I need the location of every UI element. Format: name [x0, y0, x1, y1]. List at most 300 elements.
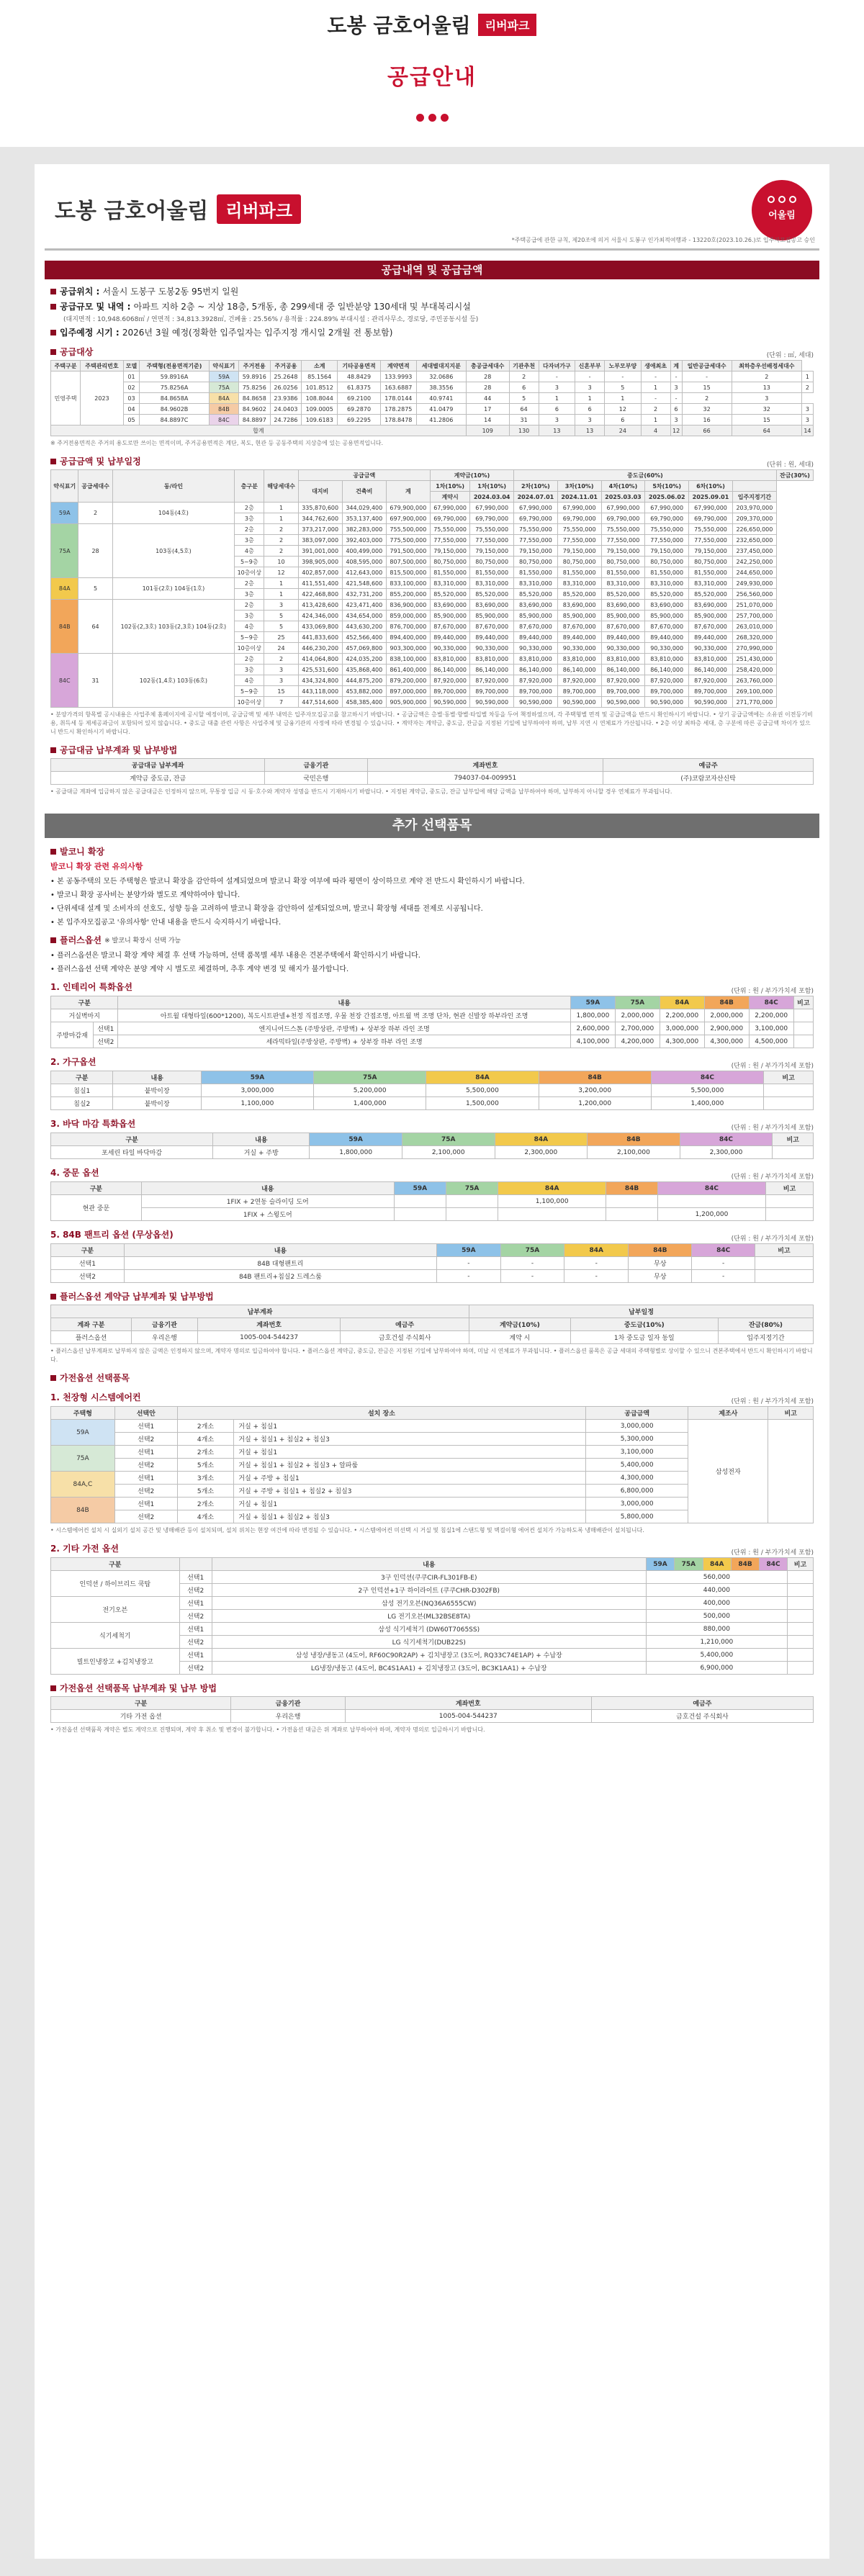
price-cell: 83,810,000 [430, 654, 469, 665]
table-row [51, 1331, 814, 1344]
price-cell: 432,731,200 [342, 589, 386, 600]
price-cell: 452,566,400 [342, 632, 386, 643]
price-cell: 75,550,000 [645, 524, 689, 535]
price-cell: 414,064,800 [298, 654, 342, 665]
option-group: 선택2 [51, 1270, 125, 1283]
option-price: 1,200,000 [658, 1208, 766, 1221]
table-cell: 40.9741 [416, 393, 466, 404]
price-cell: 83,810,000 [514, 654, 558, 665]
option-price: - [692, 1257, 755, 1270]
total-cell: 24 [605, 425, 641, 436]
option-desc: 1FIX + 2연동 슬라이딩 도어 [141, 1195, 394, 1208]
option-group: 거실벽마지 [51, 1009, 118, 1022]
floor: 2층 [235, 578, 264, 589]
table-header: 비고 [768, 1407, 814, 1420]
price-cell: 226,650,000 [732, 524, 776, 535]
supply-count: 5 [78, 578, 112, 600]
option-price: 1,500,000 [426, 1097, 539, 1110]
price-cell: 271,770,000 [732, 697, 776, 708]
table-header: 2차(10%) [514, 481, 558, 492]
note [768, 1420, 814, 1523]
table-header: 중도금(10%) [570, 1318, 718, 1331]
price-cell: 87,920,000 [557, 675, 601, 686]
table-header: 84C [658, 1182, 766, 1195]
unit-count: 1 [264, 503, 298, 513]
price-cell: 87,670,000 [514, 621, 558, 632]
price-cell: 85,900,000 [470, 611, 514, 621]
price-cell: 446,230,200 [298, 643, 342, 654]
table-cell: 178.2875 [380, 404, 416, 415]
place: 거실 + 주방 + 침실1 [234, 1472, 586, 1485]
table-row [51, 371, 814, 382]
price-cell: 81,550,000 [689, 567, 733, 578]
table-header: 84C [651, 1071, 763, 1084]
option-price: 2,200,000 [749, 1009, 793, 1022]
price-cell: 69,790,000 [601, 513, 645, 524]
table-header: 2024.11.01 [557, 492, 601, 503]
supply-info [50, 285, 814, 338]
price-cell: 85,900,000 [557, 611, 601, 621]
table-cell: - [670, 393, 682, 404]
price-cell: 353,137,400 [342, 513, 386, 524]
option-price: 무상 [629, 1257, 692, 1270]
option-price: 무상 [629, 1270, 692, 1283]
price-cell: 270,990,000 [732, 643, 776, 654]
option-price: 2,900,000 [704, 1022, 749, 1035]
table-row [51, 1571, 814, 1584]
sheet-header [45, 171, 819, 251]
model: 04 [123, 404, 139, 415]
price-cell: 75,550,000 [601, 524, 645, 535]
table-header [732, 481, 776, 492]
abbr: 84B [51, 600, 78, 654]
price-cell: 86,140,000 [601, 665, 645, 675]
bullet-icon [50, 304, 56, 310]
table-header: 75A [402, 1133, 495, 1146]
abbr: 59A [209, 371, 238, 382]
price-cell: 79,150,000 [470, 546, 514, 557]
table-header: 신혼부부 [575, 361, 605, 371]
supply-target-title: 공급대상 [50, 346, 814, 358]
price-cell: 859,000,000 [386, 611, 430, 621]
info-text: 아파트 지하 2층 ~ 지상 18층, 5개동, 총 299세대 중 일반분양 130세대 및 부대복리시설 [133, 302, 471, 312]
table-header: 구분 [51, 1182, 142, 1195]
option-price: 4,100,000 [570, 1035, 615, 1048]
table-cell: 101.8512 [302, 382, 338, 393]
option-group: 침실1 [51, 1084, 113, 1097]
table-row [51, 1146, 814, 1159]
table-cell: 69.2100 [338, 393, 381, 404]
price-cell: 85,520,000 [430, 589, 469, 600]
price-cell: 697,900,000 [386, 513, 430, 524]
option-group: 전기오븐 [51, 1597, 180, 1623]
option-desc: 3구 인덕션(쿠쿠CIR-FL301FB-E) [212, 1571, 646, 1584]
price-cell: 400,499,000 [342, 546, 386, 557]
price-notes: • 분양가격의 항목별 공시내용은 사업주체 홈페이지에 공시할 예정이며, 공급금액 및 세부 내역은 입주자모집공고를 참고하시기 바랍니다. • 공급금액은 층별·동별·향별·타입별 차등을 두어 책정하였으며, 각 주택형별 면적 및 공급금액을 반드시 확인하시기 바랍니다. • 상기 공급금액에는 소유권 이전등기비용, 취득세 등 제세공과금이 포함되어 있지 않습니다. • 중도금 대출 관련 사항은 사업주체 및 금융기관의 사정에 따라 변경될 수 있습니다. • 계약자는 계약금, 중도금, 잔금을 지정된 기일에 납부하여야 하며, 납부 지연 시 연체료가 가산됩니다. • 2층 이상 최하층 세대, 층 구분에 따른 공급금액 차이가 있으니 반드시 확인하시기 바랍니다. [50, 711, 813, 735]
unit-count: 24 [264, 643, 298, 654]
option-group: 인덕션 / 하이브리드 쿡탑 [51, 1571, 180, 1597]
table-header: 내용 [213, 1133, 310, 1146]
abbr: 75A [51, 524, 78, 578]
option-select: 선택1 [179, 1623, 212, 1636]
table-row [51, 382, 814, 393]
option-price: 1,100,000 [498, 1195, 606, 1208]
price-cell: 90,590,000 [514, 697, 558, 708]
option-price: 1,400,000 [651, 1097, 763, 1110]
table-cell: 2 [801, 382, 813, 393]
option-price: 4,500,000 [749, 1035, 793, 1048]
table-header: 84A [495, 1133, 588, 1146]
place-count: 4개소 [177, 1510, 234, 1523]
floor: 4층 [235, 621, 264, 632]
price-cell: 434,654,000 [342, 611, 386, 621]
dots-icon [0, 114, 864, 122]
table-header: 비고 [755, 1244, 813, 1257]
table-row [51, 654, 814, 665]
supply-footnote: ※ 주거전용면적은 주거의 용도로만 쓰이는 면적이며, 주거공용면적은 계단, 복도, 현관 등 공동주택의 지상층에 있는 공용면적입니다. [50, 440, 384, 446]
house-type: 84A,C [51, 1472, 115, 1498]
price-cell: 89,440,000 [689, 632, 733, 643]
price-cell: 86,140,000 [689, 665, 733, 675]
price-title: 공급금액 및 납부일정 [50, 455, 814, 467]
table-header: 총공급세대수 [466, 361, 509, 371]
table-header: 비고 [764, 1071, 814, 1084]
table-row [51, 1133, 814, 1146]
price-cell: 453,882,000 [342, 686, 386, 697]
price-cell: 89,700,000 [689, 686, 733, 697]
unit-count: 12 [264, 567, 298, 578]
price-cell: 69,790,000 [470, 513, 514, 524]
place: 거실 + 주방 + 침실1 + 침실2 + 침실3 [234, 1485, 586, 1498]
table-cell: 109.6183 [302, 415, 338, 425]
table-cell: 24.0403 [270, 404, 302, 415]
table-row [51, 503, 814, 513]
table-header: 구분 [51, 1558, 180, 1571]
option-note [764, 1084, 814, 1097]
account-table [50, 758, 814, 785]
table-cell: 금호건설 주식회사 [591, 1710, 813, 1723]
option-price: 3,100,000 [749, 1022, 793, 1035]
price-cell: 87,920,000 [514, 675, 558, 686]
option-note [787, 1623, 813, 1636]
table-header: 84B [606, 1182, 658, 1195]
price-cell: 855,200,000 [386, 589, 430, 600]
price-cell: 89,700,000 [514, 686, 558, 697]
opt4-table [50, 1181, 814, 1221]
house-type: 84B [51, 1498, 115, 1523]
table-header [179, 1558, 212, 1571]
price-cell: 90,590,000 [557, 697, 601, 708]
table-header: 금융기관 [131, 1318, 197, 1331]
option-price: 2,100,000 [402, 1146, 495, 1159]
price-cell: 209,370,000 [732, 513, 776, 524]
price-cell: 80,750,000 [430, 557, 469, 567]
price-cell: 77,550,000 [430, 535, 469, 546]
table-row [51, 415, 814, 425]
opt5-table [50, 1243, 814, 1283]
table-cell: 1005-004-544237 [345, 1710, 591, 1723]
top-header [0, 0, 864, 144]
table-header: 계약시 [430, 492, 469, 503]
price-cell: 85,520,000 [470, 589, 514, 600]
balcony-line: • 본 입주자모집공고 '유의사항' 안내 내용을 반드시 숙지하시기 바랍니다. [50, 919, 282, 927]
table-cell: 3 [539, 382, 575, 393]
price-cell: 344,762,600 [298, 513, 342, 524]
price-cell: 441,833,600 [298, 632, 342, 643]
option-group: 침실2 [51, 1097, 113, 1110]
option-price: - [500, 1270, 564, 1283]
price-cell: 903,300,000 [386, 643, 430, 654]
table-cell: 2 [641, 404, 670, 415]
price-cell: 90,330,000 [601, 643, 645, 654]
unit-count: 1 [264, 578, 298, 589]
option-price [446, 1208, 498, 1221]
table-header: 주택형 [51, 1407, 115, 1420]
option-price: - [692, 1270, 755, 1283]
table-header: 선택안 [114, 1407, 177, 1420]
table-cell: 1 [605, 393, 641, 404]
price-cell: 90,330,000 [645, 643, 689, 654]
table-cell: 178.8478 [380, 415, 416, 425]
unit-count: 1 [264, 589, 298, 600]
aircon-title: 1. 천장형 시스템에어컨 [50, 1392, 141, 1402]
price: 4,300,000 [586, 1472, 688, 1485]
bullet-icon [50, 330, 56, 335]
floor: 3층 [235, 665, 264, 675]
option-price: 5,500,000 [426, 1084, 539, 1097]
price-cell: 86,140,000 [514, 665, 558, 675]
price-cell: 69,790,000 [514, 513, 558, 524]
table-header: 계약금(10%) [469, 1318, 571, 1331]
price-cell: 69,790,000 [645, 513, 689, 524]
floor: 4층 [235, 675, 264, 686]
price-cell: 79,150,000 [601, 546, 645, 557]
unit-count: 25 [264, 632, 298, 643]
opt1-table [50, 996, 814, 1048]
aircon-table [50, 1406, 814, 1523]
table-cell: 163.6887 [380, 382, 416, 393]
option-desc: 2구 인덕션+1구 하이라이트 (쿠쿠CHR-D302FB) [212, 1584, 646, 1597]
price-cell: 90,330,000 [689, 643, 733, 654]
price-cell: 807,500,000 [386, 557, 430, 567]
table-cell: 85.1564 [302, 371, 338, 382]
option-price: 2,200,000 [660, 1009, 704, 1022]
table-cell: 31 [509, 415, 539, 425]
price-cell: 269,100,000 [732, 686, 776, 697]
price-cell: 79,150,000 [689, 546, 733, 557]
table-header: 84A [426, 1071, 539, 1084]
option-select: 선택2 [114, 1510, 177, 1523]
option-group: 현관 중문 [51, 1195, 142, 1221]
price-cell: 90,590,000 [601, 697, 645, 708]
table-cell: 6 [670, 404, 682, 415]
info-label: 공급규모 및 내역 : [60, 302, 134, 312]
option-select: 선택2 [114, 1459, 177, 1472]
table-row [51, 393, 814, 404]
price-cell: 263,010,000 [732, 621, 776, 632]
abbr: 84A [51, 578, 78, 600]
place-count: 3개소 [177, 1472, 234, 1485]
price-cell: 335,870,600 [298, 503, 342, 513]
price-cell: 90,590,000 [430, 697, 469, 708]
total-cell: 66 [682, 425, 732, 436]
price-cell: 251,070,000 [732, 600, 776, 611]
table-cell: 28 [466, 371, 509, 382]
table-cell: 계약 시 [469, 1331, 571, 1344]
table-row [51, 1097, 814, 1110]
price: 6,800,000 [586, 1485, 688, 1498]
floor: 10층이상 [235, 697, 264, 708]
floor: 3층 [235, 513, 264, 524]
table-header: 공급금액 [298, 470, 430, 481]
option-note [793, 1022, 813, 1035]
supply-count: 31 [78, 654, 112, 708]
top-badge: 리버파크 [478, 14, 537, 36]
price-cell: 85,520,000 [645, 589, 689, 600]
total-cell: 130 [509, 425, 539, 436]
option-price [658, 1195, 766, 1208]
table-header: 비고 [793, 996, 813, 1009]
floor: 2층 [235, 503, 264, 513]
table-row [51, 1407, 814, 1420]
info-line [50, 300, 814, 323]
table-cell: 13 [732, 382, 801, 393]
table-header: 구분 [51, 996, 118, 1009]
price-cell: 424,035,200 [342, 654, 386, 665]
price-cell: 90,330,000 [557, 643, 601, 654]
table-header: 59A [436, 1244, 500, 1257]
place: 거실 + 침실1 + 침실2 + 침실3 [234, 1510, 586, 1523]
table-header: 주택구분 [51, 361, 81, 371]
table-cell: 75.8256 [238, 382, 270, 393]
table-cell: 44 [466, 393, 509, 404]
table-header: 계좌번호 [197, 1318, 340, 1331]
table-header: 공급금액 [586, 1407, 688, 1420]
opt4-title: 4. 중문 옵션 [50, 1168, 99, 1178]
abbr: 84A [209, 393, 238, 404]
option-select: 선택1 [114, 1420, 177, 1433]
model: 01 [123, 371, 139, 382]
table-header: 내용 [113, 1071, 201, 1084]
option-price: 4,300,000 [660, 1035, 704, 1048]
option-price: 2,300,000 [495, 1146, 588, 1159]
option-price: - [500, 1257, 564, 1270]
table-cell: 64 [509, 404, 539, 415]
table-cell: 61.8375 [338, 382, 381, 393]
price-cell: 83,690,000 [557, 600, 601, 611]
top-subtitle: 공급안내 [387, 65, 477, 90]
option-price: 1,800,000 [570, 1009, 615, 1022]
unit-count: 1 [264, 513, 298, 524]
price-cell: 80,750,000 [470, 557, 514, 567]
price-cell: 391,001,000 [298, 546, 342, 557]
price-cell: 232,650,000 [732, 535, 776, 546]
price-cell: 89,440,000 [601, 632, 645, 643]
price-cell: 836,900,000 [386, 600, 430, 611]
option-price: 2,000,000 [704, 1009, 749, 1022]
table-cell: 6 [575, 404, 605, 415]
option-price: 2,600,000 [570, 1022, 615, 1035]
etc-appliance-title: 2. 기타 가전 옵션 [50, 1544, 119, 1554]
option-price: 440,000 [646, 1584, 787, 1597]
floor: 2층 [235, 654, 264, 665]
price-cell: 81,550,000 [470, 567, 514, 578]
table-header: 계약금(10%) [430, 470, 513, 481]
option-desc: 거실 + 주방 [213, 1146, 310, 1159]
place: 거실 + 침실1 + 침실2 + 침실3 + 알파룸 [234, 1459, 586, 1472]
table-header: 계좌번호 [345, 1697, 591, 1710]
price-cell: 87,920,000 [645, 675, 689, 686]
place-count: 5개소 [177, 1485, 234, 1498]
table-header: 구분 [51, 1071, 113, 1084]
table-row [51, 996, 814, 1009]
place: 거실 + 침실1 + 침실2 + 침실3 [234, 1433, 586, 1446]
option-select: 선택1 [114, 1498, 177, 1510]
document-sheet [35, 164, 829, 2559]
table-cell: 108.8044 [302, 393, 338, 404]
table-header: 일반공급세대수 [682, 361, 732, 371]
price-cell: 75,550,000 [430, 524, 469, 535]
table-header: 공급세대수 [78, 470, 112, 503]
info-subtext: (대지면적 : 10,948.6068㎡ / 연면적 : 34,813.3928㎡, 건폐율 : 25.56% / 용적률 : 224.89% 부대시설 : 관리사무소, 경로당, 주민공동시설 등) [63, 316, 479, 323]
price-cell: 402,857,000 [298, 567, 342, 578]
option-note [787, 1636, 813, 1649]
table-cell: 3 [575, 415, 605, 425]
price-cell: 755,500,000 [386, 524, 430, 535]
option-price: 5,500,000 [651, 1084, 763, 1097]
table-header: 2025.03.03 [601, 492, 645, 503]
table-header: 세대별대지지분 [416, 361, 466, 371]
price-cell: 89,440,000 [430, 632, 469, 643]
price-cell: 83,690,000 [470, 600, 514, 611]
floor: 3층 [235, 535, 264, 546]
price-cell: 85,900,000 [645, 611, 689, 621]
model: 05 [123, 415, 139, 425]
table-header: 건축비 [342, 481, 386, 503]
total-cell: 12 [670, 425, 682, 436]
table-row [51, 578, 814, 589]
table-row [51, 1420, 814, 1433]
house-type: 59A [51, 1420, 115, 1446]
table-header: 2025.06.02 [645, 492, 689, 503]
price-cell: 85,900,000 [689, 611, 733, 621]
table-header: 주택관리번호 [81, 361, 124, 371]
dong-line: 101동(2호) 104동(1호) [112, 578, 235, 600]
table-cell: 12 [605, 404, 641, 415]
table-cell: - [605, 371, 641, 382]
option-price: 3,000,000 [201, 1084, 313, 1097]
house-type: 민영주택 [51, 371, 81, 425]
price-cell: 85,520,000 [557, 589, 601, 600]
table-cell: 16 [682, 415, 732, 425]
place: 거실 + 침실1 [234, 1498, 586, 1510]
table-header: 약식표기 [51, 470, 78, 503]
price-cell: 203,970,000 [732, 503, 776, 513]
table-cell: 14 [466, 415, 509, 425]
option-note [787, 1662, 813, 1675]
table-cell: 6 [539, 404, 575, 415]
price-cell: 83,810,000 [645, 654, 689, 665]
unit-count: 5 [264, 611, 298, 621]
table-header: 예금주 [591, 1697, 813, 1710]
price-cell: 433,069,800 [298, 621, 342, 632]
price-cell: 861,400,000 [386, 665, 430, 675]
floor: 2층 [235, 524, 264, 535]
total-label: 합계 [51, 425, 467, 436]
table-cell: 우리은행 [131, 1331, 197, 1344]
option-price: - [564, 1257, 629, 1270]
brand-logo-icon [752, 180, 812, 240]
